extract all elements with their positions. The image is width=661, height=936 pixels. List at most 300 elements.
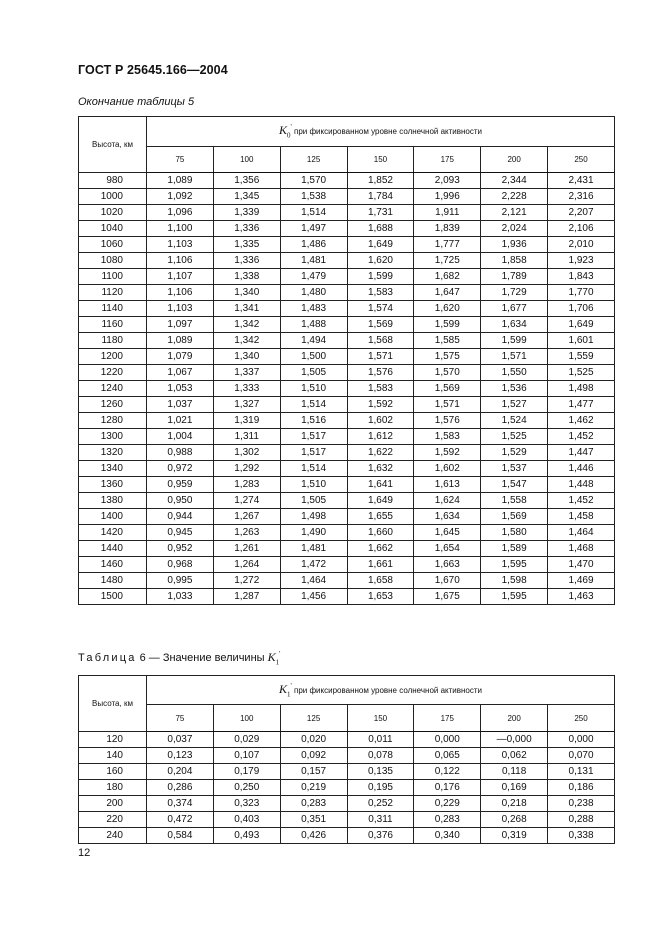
value-cell: 1,789 (481, 269, 548, 285)
table-row (79, 173, 615, 189)
value-cell: 0,000 (548, 732, 615, 748)
value-cell: 1,505 (280, 365, 347, 381)
value-cell: 1,053 (147, 381, 214, 397)
value-cell: 1,463 (548, 589, 615, 605)
altitude-cell: 1240 (79, 381, 147, 397)
value-cell: 1,292 (213, 461, 280, 477)
value-cell: 1,658 (347, 573, 414, 589)
altitude-cell: 1140 (79, 301, 147, 317)
value-cell: 1,336 (213, 253, 280, 269)
value-cell: 2,207 (548, 205, 615, 221)
value-cell: 2,344 (481, 173, 548, 189)
table6-body (79, 732, 615, 844)
value-cell: 1,021 (147, 413, 214, 429)
table-row (79, 253, 615, 269)
value-cell: 1,569 (347, 317, 414, 333)
value-cell: 1,634 (414, 509, 481, 525)
table6-alt-header: Высота, км (79, 676, 147, 732)
value-cell: 0,403 (213, 812, 280, 828)
table6-col-header: 200 (481, 705, 548, 732)
value-cell: 0,037 (147, 732, 214, 748)
value-cell: 1,339 (213, 205, 280, 221)
table6-col-header: 125 (280, 705, 347, 732)
table-row (79, 557, 615, 573)
value-cell: 1,682 (414, 269, 481, 285)
value-cell: 2,024 (481, 221, 548, 237)
value-cell: 1,337 (213, 365, 280, 381)
altitude-cell: 240 (79, 828, 147, 844)
table5-col-header: 175 (414, 147, 481, 173)
value-cell: 1,458 (548, 509, 615, 525)
value-cell: 0,092 (280, 748, 347, 764)
table-row (79, 221, 615, 237)
value-cell: 0,169 (481, 780, 548, 796)
value-cell: 1,592 (347, 397, 414, 413)
value-cell: 1,777 (414, 237, 481, 253)
value-cell: 0,472 (147, 812, 214, 828)
value-cell: 1,472 (280, 557, 347, 573)
value-cell: 0,376 (347, 828, 414, 844)
value-cell: 0,123 (147, 748, 214, 764)
value-cell: 0,374 (147, 796, 214, 812)
value-cell: 0,157 (280, 764, 347, 780)
value-cell: 2,010 (548, 237, 615, 253)
table-row (79, 732, 615, 748)
table-row (79, 349, 615, 365)
table5-col-header: 150 (347, 147, 414, 173)
value-cell: 1,340 (213, 349, 280, 365)
table-row (79, 525, 615, 541)
value-cell: 1,620 (414, 301, 481, 317)
value-cell: 1,525 (548, 365, 615, 381)
table-row (79, 477, 615, 493)
value-cell: 1,602 (414, 461, 481, 477)
value-cell: 0,283 (280, 796, 347, 812)
altitude-cell: 1160 (79, 317, 147, 333)
altitude-cell: 1360 (79, 477, 147, 493)
altitude-cell: 1500 (79, 589, 147, 605)
value-cell: 1,654 (414, 541, 481, 557)
table5-body (79, 173, 615, 605)
value-cell: 1,446 (548, 461, 615, 477)
value-cell: 1,589 (481, 541, 548, 557)
value-cell: 1,620 (347, 253, 414, 269)
value-cell: 1,340 (213, 285, 280, 301)
value-cell: 1,272 (213, 573, 280, 589)
altitude-cell: 1040 (79, 221, 147, 237)
value-cell: 1,595 (481, 557, 548, 573)
value-cell: 1,079 (147, 349, 214, 365)
value-cell: 0,988 (147, 445, 214, 461)
value-cell: 1,527 (481, 397, 548, 413)
value-cell: 1,500 (280, 349, 347, 365)
value-cell: 0,584 (147, 828, 214, 844)
table6-span-header-text: при фиксированном уровне солнечной активности (293, 685, 483, 695)
altitude-cell: 1080 (79, 253, 147, 269)
value-cell: 1,839 (414, 221, 481, 237)
value-cell: 1,335 (213, 237, 280, 253)
table5-span-header-text: при фиксированном уровне солнечной активности (293, 127, 483, 137)
value-cell: 1,488 (280, 317, 347, 333)
value-cell: 1,784 (347, 189, 414, 205)
value-cell: 1,662 (347, 541, 414, 557)
table6-col-header: 100 (213, 705, 280, 732)
value-cell: 0,250 (213, 780, 280, 796)
value-cell: 1,911 (414, 205, 481, 221)
table6-caption (78, 650, 280, 666)
table6-caption-label: Таблица (78, 652, 137, 664)
value-cell: 0,020 (280, 732, 347, 748)
value-cell: 1,559 (548, 349, 615, 365)
value-cell: 1,103 (147, 301, 214, 317)
value-cell: 1,570 (414, 365, 481, 381)
altitude-cell: 120 (79, 732, 147, 748)
table-row (79, 764, 615, 780)
altitude-cell: 1180 (79, 333, 147, 349)
value-cell: 1,558 (481, 493, 548, 509)
value-cell: 1,599 (347, 269, 414, 285)
value-cell: 0,204 (147, 764, 214, 780)
value-cell: 0,944 (147, 509, 214, 525)
table-row (79, 541, 615, 557)
table6-caption-text: 6 — Значение величины (139, 652, 265, 664)
table-row (79, 413, 615, 429)
table-row (79, 189, 615, 205)
value-cell: 1,456 (280, 589, 347, 605)
value-cell: 1,569 (414, 381, 481, 397)
value-cell: 1,096 (147, 205, 214, 221)
value-cell: 1,481 (280, 541, 347, 557)
value-cell: 1,469 (548, 573, 615, 589)
value-cell: 1,601 (548, 333, 615, 349)
value-cell: 1,336 (213, 221, 280, 237)
value-cell: 1,538 (280, 189, 347, 205)
value-cell: 0,338 (548, 828, 615, 844)
table6-column-headers (79, 705, 615, 732)
value-cell: 1,517 (280, 445, 347, 461)
value-cell: 1,333 (213, 381, 280, 397)
value-cell: 1,100 (147, 221, 214, 237)
table-row (79, 780, 615, 796)
value-cell: 1,670 (414, 573, 481, 589)
value-cell: 0,131 (548, 764, 615, 780)
value-cell: 1,089 (147, 333, 214, 349)
value-cell: 1,706 (548, 301, 615, 317)
value-cell: 0,950 (147, 493, 214, 509)
value-cell: 1,602 (347, 413, 414, 429)
value-cell: 0,011 (347, 732, 414, 748)
value-cell: 0,179 (213, 764, 280, 780)
table6-col-header: 250 (548, 705, 615, 732)
value-cell: 1,342 (213, 317, 280, 333)
value-cell: 1,486 (280, 237, 347, 253)
table-row (79, 205, 615, 221)
value-cell: 0,972 (147, 461, 214, 477)
value-cell: 1,599 (481, 333, 548, 349)
value-cell: 0,218 (481, 796, 548, 812)
value-cell: 1,729 (481, 285, 548, 301)
value-cell: 1,462 (548, 413, 615, 429)
value-cell: 1,599 (414, 317, 481, 333)
table-row (79, 461, 615, 477)
value-cell: 1,067 (147, 365, 214, 381)
value-cell: 1,097 (147, 317, 214, 333)
value-cell: 1,598 (481, 573, 548, 589)
value-cell: 0,319 (481, 828, 548, 844)
table-row (79, 381, 615, 397)
value-cell: 0,029 (213, 732, 280, 748)
value-cell: 1,107 (147, 269, 214, 285)
table6-span-header (147, 676, 615, 705)
value-cell: 1,287 (213, 589, 280, 605)
value-cell: 1,341 (213, 301, 280, 317)
value-cell: 1,660 (347, 525, 414, 541)
table-row (79, 445, 615, 461)
altitude-cell: 1320 (79, 445, 147, 461)
value-cell: 1,464 (548, 525, 615, 541)
table6-col-header: 150 (347, 705, 414, 732)
value-cell: 1,550 (481, 365, 548, 381)
value-cell: 1,510 (280, 477, 347, 493)
table-row (79, 333, 615, 349)
value-cell: 1,517 (280, 429, 347, 445)
value-cell: 1,283 (213, 477, 280, 493)
value-cell: 1,585 (414, 333, 481, 349)
altitude-cell: 1480 (79, 573, 147, 589)
value-cell: 0,238 (548, 796, 615, 812)
value-cell: 0,351 (280, 812, 347, 828)
value-cell: 1,649 (347, 493, 414, 509)
value-cell: 0,186 (548, 780, 615, 796)
value-cell: 1,516 (280, 413, 347, 429)
value-cell: 1,575 (414, 349, 481, 365)
value-cell: 1,468 (548, 541, 615, 557)
value-cell: 0,959 (147, 477, 214, 493)
value-cell: 1,498 (548, 381, 615, 397)
value-cell: 0,065 (414, 748, 481, 764)
value-cell: 1,571 (347, 349, 414, 365)
altitude-cell: 1200 (79, 349, 147, 365)
value-cell: 0,135 (347, 764, 414, 780)
value-cell: 1,570 (280, 173, 347, 189)
value-cell: 2,228 (481, 189, 548, 205)
value-cell: 1,524 (481, 413, 548, 429)
value-cell: 1,342 (213, 333, 280, 349)
value-cell: 1,632 (347, 461, 414, 477)
value-cell: 0,283 (414, 812, 481, 828)
altitude-cell: 1280 (79, 413, 147, 429)
value-cell: 1,647 (414, 285, 481, 301)
value-cell: 1,106 (147, 253, 214, 269)
table5-k-symbol: $K_0'$ (278, 123, 292, 140)
value-cell: 1,574 (347, 301, 414, 317)
table-row (79, 301, 615, 317)
value-cell: 1,092 (147, 189, 214, 205)
value-cell: 0,311 (347, 812, 414, 828)
table-row (79, 748, 615, 764)
value-cell: 1,106 (147, 285, 214, 301)
value-cell: 1,996 (414, 189, 481, 205)
table6-col-header: 75 (147, 705, 214, 732)
value-cell: 0,952 (147, 541, 214, 557)
value-cell: 0,107 (213, 748, 280, 764)
value-cell: 1,536 (481, 381, 548, 397)
value-cell: —0,000 (481, 732, 548, 748)
value-cell: 0,078 (347, 748, 414, 764)
value-cell: 1,641 (347, 477, 414, 493)
value-cell: 1,569 (481, 509, 548, 525)
value-cell: 1,529 (481, 445, 548, 461)
value-cell: 1,452 (548, 429, 615, 445)
table5-col-header: 75 (147, 147, 214, 173)
altitude-cell: 1340 (79, 461, 147, 477)
table5-caption: Окончание таблицы 5 (78, 96, 195, 108)
table-row (79, 317, 615, 333)
table-row (79, 828, 615, 844)
value-cell: 1,537 (481, 461, 548, 477)
value-cell: 1,004 (147, 429, 214, 445)
table-row (79, 429, 615, 445)
value-cell: 0,195 (347, 780, 414, 796)
value-cell: 0,288 (548, 812, 615, 828)
altitude-cell: 1400 (79, 509, 147, 525)
value-cell: 1,645 (414, 525, 481, 541)
value-cell: 0,493 (213, 828, 280, 844)
value-cell: 1,448 (548, 477, 615, 493)
value-cell: 1,936 (481, 237, 548, 253)
value-cell: 1,583 (414, 429, 481, 445)
value-cell: 1,688 (347, 221, 414, 237)
value-cell: 1,033 (147, 589, 214, 605)
value-cell: 0,340 (414, 828, 481, 844)
value-cell: 1,653 (347, 589, 414, 605)
table-row (79, 365, 615, 381)
value-cell: 0,945 (147, 525, 214, 541)
value-cell: 0,323 (213, 796, 280, 812)
value-cell: 1,583 (347, 285, 414, 301)
value-cell: 1,037 (147, 397, 214, 413)
value-cell: 1,613 (414, 477, 481, 493)
altitude-cell: 1380 (79, 493, 147, 509)
value-cell: 1,464 (280, 573, 347, 589)
value-cell: 0,286 (147, 780, 214, 796)
value-cell: 1,263 (213, 525, 280, 541)
altitude-cell: 980 (79, 173, 147, 189)
value-cell: 1,477 (548, 397, 615, 413)
value-cell: 2,316 (548, 189, 615, 205)
altitude-cell: 1000 (79, 189, 147, 205)
value-cell: 0,062 (481, 748, 548, 764)
value-cell: 1,634 (481, 317, 548, 333)
table-row (79, 573, 615, 589)
value-cell: 1,319 (213, 413, 280, 429)
value-cell: 2,121 (481, 205, 548, 221)
value-cell: 1,302 (213, 445, 280, 461)
value-cell: 2,093 (414, 173, 481, 189)
value-cell: 1,267 (213, 509, 280, 525)
value-cell: 2,106 (548, 221, 615, 237)
value-cell: 1,580 (481, 525, 548, 541)
value-cell: 1,595 (481, 589, 548, 605)
value-cell: 1,514 (280, 397, 347, 413)
value-cell: 1,649 (347, 237, 414, 253)
altitude-cell: 1460 (79, 557, 147, 573)
value-cell: 1,663 (414, 557, 481, 573)
value-cell: 1,345 (213, 189, 280, 205)
value-cell: 1,843 (548, 269, 615, 285)
altitude-cell: 1220 (79, 365, 147, 381)
altitude-cell: 1100 (79, 269, 147, 285)
value-cell: 1,592 (414, 445, 481, 461)
value-cell: 1,479 (280, 269, 347, 285)
value-cell: 1,612 (347, 429, 414, 445)
altitude-cell: 1120 (79, 285, 147, 301)
value-cell: 1,470 (548, 557, 615, 573)
value-cell: 1,858 (481, 253, 548, 269)
value-cell: 2,431 (548, 173, 615, 189)
table-row (79, 397, 615, 413)
value-cell: 1,576 (347, 365, 414, 381)
value-cell: 1,494 (280, 333, 347, 349)
value-cell: 0,995 (147, 573, 214, 589)
value-cell: 0,122 (414, 764, 481, 780)
value-cell: 1,447 (548, 445, 615, 461)
altitude-cell: 160 (79, 764, 147, 780)
altitude-cell: 1300 (79, 429, 147, 445)
value-cell: 1,649 (548, 317, 615, 333)
value-cell: 1,261 (213, 541, 280, 557)
value-cell: 0,268 (481, 812, 548, 828)
value-cell: 0,252 (347, 796, 414, 812)
value-cell: 1,481 (280, 253, 347, 269)
table6 (78, 675, 615, 844)
value-cell: 1,505 (280, 493, 347, 509)
table-row (79, 589, 615, 605)
value-cell: 1,338 (213, 269, 280, 285)
value-cell: 1,571 (481, 349, 548, 365)
value-cell: 1,514 (280, 461, 347, 477)
table5-col-header: 100 (213, 147, 280, 173)
value-cell: 1,103 (147, 237, 214, 253)
value-cell: 0,000 (414, 732, 481, 748)
value-cell: 1,923 (548, 253, 615, 269)
table-row (79, 509, 615, 525)
altitude-cell: 220 (79, 812, 147, 828)
value-cell: 1,525 (481, 429, 548, 445)
value-cell: 1,498 (280, 509, 347, 525)
table6-caption-symbol: $K_1'$ (267, 650, 281, 667)
value-cell: 1,514 (280, 205, 347, 221)
altitude-cell: 140 (79, 748, 147, 764)
table5-alt-header: Высота, км (79, 117, 147, 173)
value-cell: 1,677 (481, 301, 548, 317)
value-cell: 1,770 (548, 285, 615, 301)
altitude-cell: 1020 (79, 205, 147, 221)
value-cell: 1,483 (280, 301, 347, 317)
value-cell: 1,852 (347, 173, 414, 189)
value-cell: 1,264 (213, 557, 280, 573)
altitude-cell: 1260 (79, 397, 147, 413)
value-cell: 0,176 (414, 780, 481, 796)
table5-column-headers (79, 147, 615, 173)
table-row (79, 237, 615, 253)
value-cell: 1,675 (414, 589, 481, 605)
value-cell: 1,490 (280, 525, 347, 541)
table-row (79, 269, 615, 285)
value-cell: 0,229 (414, 796, 481, 812)
value-cell: 1,547 (481, 477, 548, 493)
value-cell: 1,571 (414, 397, 481, 413)
